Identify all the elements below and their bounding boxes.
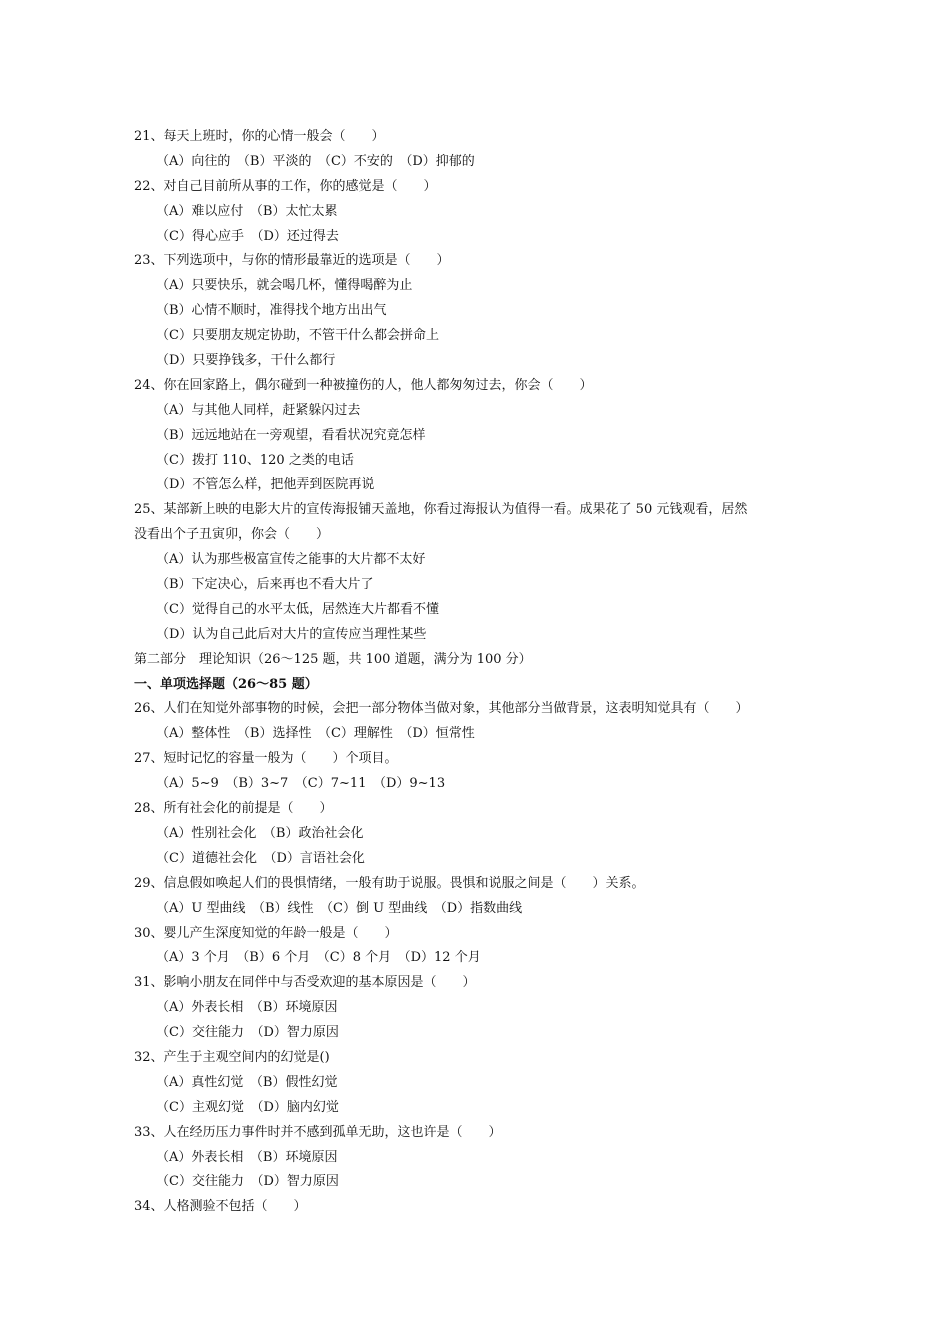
question-line: 没看出个子丑寅卯，你会（ ） — [134, 527, 330, 543]
question-line: 32、产生于主观空间内的幻觉是() — [134, 1049, 330, 1065]
option-line: （A）整体性 （B）选择性 （C）理解性 （D）恒常性 — [156, 726, 475, 742]
option-line: （A）向往的 （B）平淡的 （C）不安的 （D）抑郁的 — [156, 153, 475, 169]
question-line: 26、人们在知觉外部事物的时候，会把一部分物体当做对象，其他部分当做背景，这表明知觉具有（ ） — [134, 701, 749, 717]
section-heading: 第二部分 理论知识（26～125 题，共 100 道题，满分为 100 分） — [134, 651, 532, 667]
option-line: （A）真性幻觉 （B）假性幻觉 — [156, 1074, 338, 1090]
question-line: 33、人在经历压力事件时并不感到孤单无助，这也许是（ ） — [134, 1124, 502, 1140]
option-line: （D）认为自己此后对大片的宣传应当理性某些 — [156, 626, 427, 642]
option-line: （C）觉得自己的水平太低，居然连大片都看不懂 — [156, 601, 439, 617]
option-line: （C）道德社会化 （D）言语社会化 — [156, 850, 365, 866]
option-line: （A）与其他人同样，赶紧躲闪过去 — [156, 402, 361, 418]
question-line: 24、你在回家路上，偶尔碰到一种被撞伤的人，他人都匆匆过去，你会（ ） — [134, 377, 593, 393]
option-line: （A）U 型曲线 （B）线性 （C）倒 U 型曲线 （D）指数曲线 — [156, 900, 523, 916]
option-line: （A）3 个月 （B）6 个月 （C）8 个月 （D）12 个月 — [156, 950, 481, 966]
option-line: （D）只要挣钱多，干什么都行 — [156, 353, 336, 369]
option-line: （D）不管怎么样，把他弄到医院再说 — [156, 477, 375, 493]
question-line: 31、影响小朋友在同伴中与否受欢迎的基本原因是（ ） — [134, 975, 476, 991]
option-line: （A）外表长相 （B）环境原因 — [156, 1000, 338, 1016]
option-line: （A）性别社会化 （B）政治社会化 — [156, 825, 364, 841]
option-line: （B）远远地站在一旁观望，看看状况究竟怎样 — [156, 427, 426, 443]
option-line: （A）只要快乐，就会喝几杯，懂得喝醉为止 — [156, 278, 413, 294]
option-line: （C）得心应手 （D）还过得去 — [156, 228, 339, 244]
subsection-heading: 一、单项选择题（26～85 题） — [134, 676, 318, 692]
question-line: 21、每天上班时，你的心情一般会（ ） — [134, 129, 385, 144]
option-line: （C）只要朋友规定协助，不管干什么都会拼命上 — [156, 328, 439, 344]
option-line: （B）下定决心，后来再也不看大片了 — [156, 577, 374, 593]
option-line: （C）交往能力 （D）智力原因 — [156, 1025, 339, 1041]
question-line: 30、婴儿产生深度知觉的年龄一般是（ ） — [134, 925, 398, 941]
question-line: 34、人格测验不包括（ ） — [134, 1199, 307, 1215]
question-line: 23、下列选项中，与你的情形最靠近的选项是（ ） — [134, 253, 450, 269]
option-line: （A）难以应付 （B）太忙太累 — [156, 203, 338, 219]
option-line: （C）主观幻觉 （D）脑内幻觉 — [156, 1099, 339, 1115]
option-line: （C）交往能力 （D）智力原因 — [156, 1174, 339, 1190]
option-line: （A）5~9 （B）3~7 （C）7~11 （D）9~13 — [156, 776, 446, 792]
question-line: 22、对自己目前所从事的工作，你的感觉是（ ） — [134, 178, 437, 194]
question-line: 27、短时记忆的容量一般为（ ）个项目。 — [134, 751, 398, 767]
question-line: 28、所有社会化的前提是（ ） — [134, 801, 333, 817]
option-line: （A）外表长相 （B）环境原因 — [156, 1149, 338, 1165]
question-line: 29、信息假如唤起人们的畏惧情绪，一般有助于说服。畏惧和说服之间是（ ）关系。 — [134, 875, 645, 891]
question-line: 25、某部新上映的电影大片的宣传海报铺天盖地，你看过海报认为值得一看。成果花了 50 元钱观看，居然 — [134, 502, 748, 518]
option-line: （B）心情不顺时，准得找个地方出出气 — [156, 303, 387, 319]
option-line: （C）拨打 110、120 之类的电话 — [156, 452, 354, 468]
option-line: （A）认为那些极富宣传之能事的大片都不太好 — [156, 552, 426, 568]
document-body — [134, 125, 834, 1220]
